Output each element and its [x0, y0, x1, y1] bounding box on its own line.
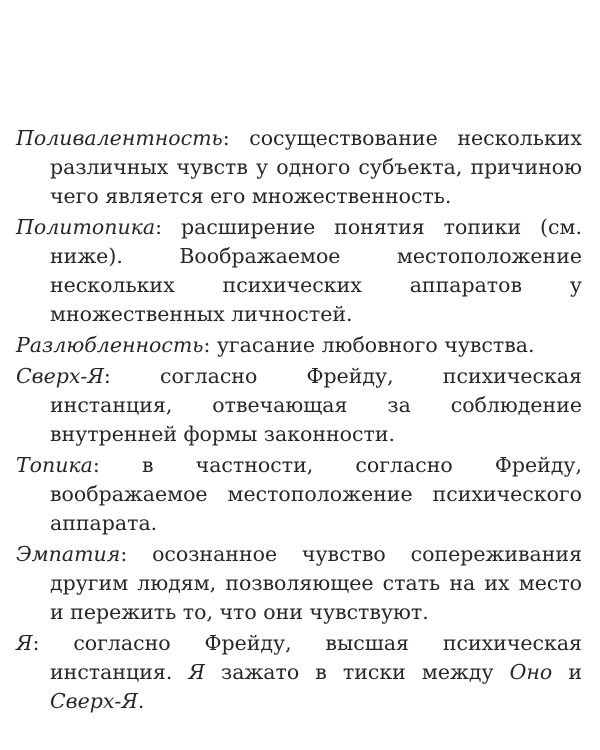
glossary-entry-empathy [16, 540, 582, 627]
glossary-term: Сверх-Я [16, 364, 104, 388]
inline-term-ego: Я [188, 660, 205, 684]
glossary-definition: согласно Фрейду, психическая инстанция, отвечающая за соблюдение внутренней формы законности. [50, 364, 582, 446]
term-separator: : [103, 364, 161, 388]
inline-term-id: Оно [509, 660, 553, 684]
definition-text: . [137, 689, 145, 713]
definition-text: и [552, 660, 582, 684]
glossary-term: Топика [16, 453, 93, 477]
glossary-entry-polyvalence [16, 124, 582, 211]
glossary-term: Поливалентность [16, 126, 223, 150]
term-separator: : [222, 126, 250, 150]
glossary-entry-ego [16, 629, 582, 716]
term-separator: : [203, 333, 217, 357]
glossary-term: Разлюбленность [16, 333, 204, 357]
glossary-entry-topics [16, 451, 582, 538]
glossary-definition: расширение понятия топики (см. ниже). Воображаемое местоположение нескольких психических аппаратов у множественных личностей. [50, 215, 582, 326]
term-separator: : [92, 453, 142, 477]
glossary-entry-polytopics [16, 213, 582, 329]
term-separator: : [32, 631, 74, 655]
glossary-definition: осознанное чувство сопереживания другим людям, позволяющее стать на их место и пережить то, что они чувствуют. [50, 542, 582, 624]
term-separator: : [155, 215, 181, 239]
glossary-definition: сосуществование нескольких различных чувств у одного субъекта, причиною чего является его множественность. [50, 126, 582, 208]
glossary-list [16, 124, 582, 718]
glossary-definition: угасание любовного чувства. [216, 333, 535, 357]
glossary-term: Эмпатия [16, 542, 121, 566]
glossary-definition: в частности, согласно Фрейду, воображаемое местоположение психического аппарата. [50, 453, 582, 535]
term-separator: : [120, 542, 153, 566]
glossary-term: Я [16, 631, 33, 655]
definition-text: зажато в тиски между [204, 660, 510, 684]
glossary-definition: согласно Фрейду, высшая психическая инстанция. [50, 631, 582, 684]
glossary-entry-superego [16, 362, 582, 449]
glossary-entry-falling-out-of-love [16, 331, 582, 360]
glossary-term: Политопика [16, 215, 156, 239]
inline-term-superego: Сверх-Я [50, 689, 138, 713]
